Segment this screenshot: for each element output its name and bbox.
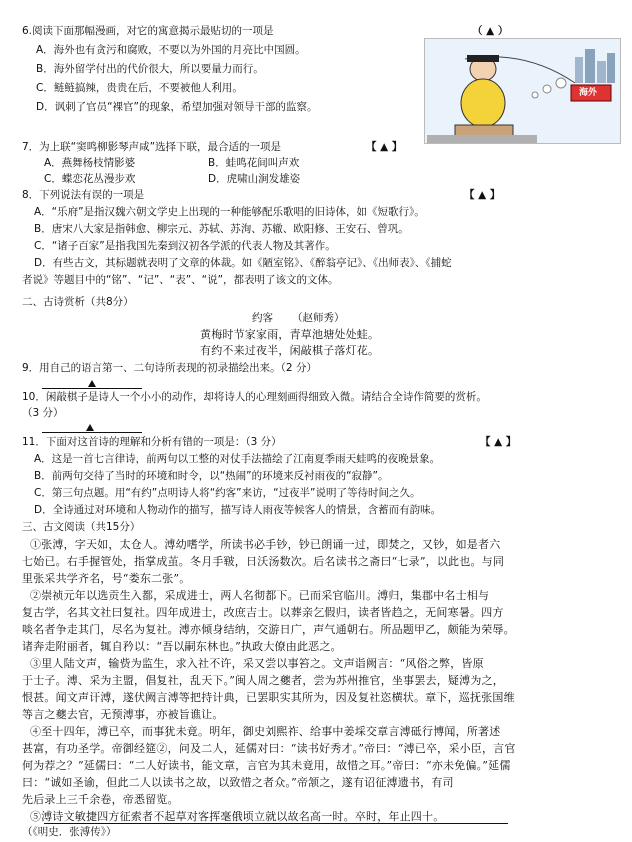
passage-source: （《明史．张溥传》） <box>22 826 117 838</box>
section3-heading: 三、古文阅读（共15分） <box>22 521 141 533</box>
q6-stem: 6.阅读下面那幅漫画，对它的寓意揭示最贴切的一项是 <box>22 25 274 37</box>
poem-title: 约客 <box>252 312 273 324</box>
passage-line: ①张溥，字天如，太仓人。溥幼嗜学，所读书必手钞，钞已朗诵一过，即焚之，又钞，如是者六 <box>30 538 501 551</box>
passage-line: ⑤溥诗文敏捷四方征索者不起草对客挥毫俄顷立就以故名高一时。卒时，年止四十。 <box>30 810 445 823</box>
passage-line: ②崇祯元年以选贡生入都，采成进士，两人名彻都下。已而采官临川。溥归，集郡中名士相与 <box>30 589 490 602</box>
q8-line-b: B．唐宋八大家是指韩愈、柳宗元、苏轼、苏洵、苏辙、欧阳修、王安石、曾巩。 <box>34 223 409 235</box>
q11-answer-mark: 【 ▲ 】 <box>480 436 517 448</box>
passage-line: 甚富，有功圣学。帝御经筵②，问及二人，延儒对曰：“读书好秀才。”帝曰：“溥已卒，采小臣，言官 <box>22 742 516 755</box>
q8-line-c: C．“诸子百家”是指我国先秦到汉初各学派的代表人物及其著作。 <box>34 240 336 252</box>
passage-line: 诸奔走附丽者，辄自矜以：“吾以嗣东林也。”执政大僚由此恶之。 <box>22 640 342 653</box>
passage-line: 里张采共学齐名，号“娄东二张”。 <box>22 572 191 585</box>
passage-line: ④至十四年，溥已卒，而事犹未竟。明年，御史刘熙祚、给事中姜埰交章言溥砥行博闻，所著述 <box>30 725 501 738</box>
q11-stem: 11．下面对这首诗的理解和分析有错的一项是：（3 分） <box>22 436 282 448</box>
q8-line-d: D．有些古文，其标题就表明了文章的体裁。如《陋室铭》、《醉翁亭记》、《出师表》、《捕蛇 <box>34 257 452 269</box>
q11-option-a: A．这是一首七言律诗，前两句以工整的对仗手法描绘了江南夏季雨天蛙鸣的夜晚景象。 <box>34 453 441 465</box>
passage-line: 先后录上三千余卷，帝悉留览。 <box>22 793 179 806</box>
q10-points: （3 分） <box>22 407 64 419</box>
q8-line-a: A．“乐府”是指汉魏六朝文学史上出现的一种能够配乐歌唱的旧诗体，如《短歌行》。 <box>34 206 425 218</box>
q9-text: 9．用自己的语言第一、二句诗所表现的初录描绘出来。（2 分） <box>22 362 317 374</box>
q11-option-d: D．全诗通过对环境和人物动作的描写，描写诗人雨夜等候客人的情景，含蓄而有韵味。 <box>34 504 442 516</box>
q8-stem: 8．下列说法有误的一项是 <box>22 189 145 201</box>
passage-line: 复古学，名其文社曰复社。四年成进士，改庶吉士。以葬亲乞假归，读者皆趋之，无间寒暑。四方 <box>22 606 504 619</box>
q6-option-b: B．海外留学付出的代价很大，所以要量力而行。 <box>36 63 264 75</box>
passage-line: 恨甚。闻文声讦溥，遂伏阙言溥等把持计典，已罢职实其所为，因及复社恣横状。章下，巡抚张国维 <box>22 691 515 704</box>
passage-line: 于士子。溥、采为主盟，倡复社，乱天下。”闽人周之夔者，尝为苏州推官，坐事罢去，疑溥为之， <box>22 674 504 687</box>
passage-line: 七始已。右手握管处，指掌成茧。冬月手皲，日沃汤数次。后名读书之斋曰“七录”，以此也。与同 <box>22 555 505 568</box>
poem-line-1: 黄梅时节家家雨，青草池塘处处蛙。 <box>200 328 380 341</box>
passage-underline <box>44 823 508 824</box>
q6-option-a: A．海外也有贪污和腐败，不要以为外国的月亮比中国圆。 <box>36 44 306 56</box>
q7-answer-mark: 【 ▲ 】 <box>366 141 403 153</box>
passage-line: 何为荐之？”延儒曰：“二人好读书，能文章，言官为其未竟用，故惜之耳。”帝曰：“亦未免偏。”延儒 <box>22 759 511 772</box>
q6-option-c: C．鲢鲢搞辣，贵贵在后，不要被他人利用。 <box>36 82 243 94</box>
poem-line-2: 有约不来过夜半，闲敲棋子落灯花。 <box>200 344 380 357</box>
poem-author: （赵师秀） <box>292 312 345 324</box>
passage-line: 啖名者争走其门，尽名为复社。溥亦倾身结纳，交游日广，声气通朝右。所品题甲乙，颇能为荣辱。 <box>22 623 515 636</box>
answer-triangle-icon <box>88 380 96 387</box>
passage-line: ③里人陆文声，输赀为监生，求入社不许，采又尝以事笞之。文声诣阙言：“风俗之弊，皆原 <box>30 657 484 670</box>
q7-stem: 7．为上联“窦鸣柳影琴声咸”选择下联，最合适的一项是 <box>22 141 282 153</box>
answer-underline <box>42 432 142 433</box>
q7-option-d: D．虎啸山涧发雄姿 <box>208 173 301 185</box>
q10-text: 10．闲敲棋子是诗人一个小小的动作，却将诗人的心理刻画得细致入微。请结合全诗作简要的赏析。 <box>22 391 487 403</box>
q6-answer-mark: （ ▲ ） <box>472 25 509 37</box>
q6-option-d: D．讽刺了官员“裸官”的现象，希望加强对领导干部的监察。 <box>36 101 318 113</box>
q7-option-b: B．蛙鸣花间叫声欢 <box>208 157 300 169</box>
cartoon-illustration <box>424 38 621 144</box>
answer-underline <box>42 388 142 389</box>
q7-option-c: C．蝶恋花丛漫步欢 <box>44 173 136 185</box>
q11-option-b: B．前两句交待了当时的环境和时令，以“热闹”的环境来反衬雨夜的“寂静”。 <box>34 470 389 482</box>
passage-line: 曰：“诚如圣谕，但此二人以读书之故，以致惜之者众。”帝颔之，遂有诏征溥遗书，有司 <box>22 776 454 789</box>
q8-answer-mark: 【 ▲ 】 <box>464 189 501 201</box>
section2-heading: 二、古诗赏析（共8分） <box>22 296 134 308</box>
passage-line: 等言之夔去官，无预溥事，亦被旨谯让。 <box>22 708 224 721</box>
q11-option-c: C．第三句点题。用“有约”点明诗人将“约客”来访，“过夜半”说明了等待时间之久。 <box>34 487 421 499</box>
answer-triangle-icon <box>86 424 94 431</box>
cartoon-sign-text: 海外 <box>579 88 598 98</box>
q8-line-d-cont: 者说》等题目中的“铭”、“记”、“表”、“说”，都表明了该文的文体。 <box>22 274 339 286</box>
q7-option-a: A．燕舞杨枝情影婆 <box>44 157 136 169</box>
